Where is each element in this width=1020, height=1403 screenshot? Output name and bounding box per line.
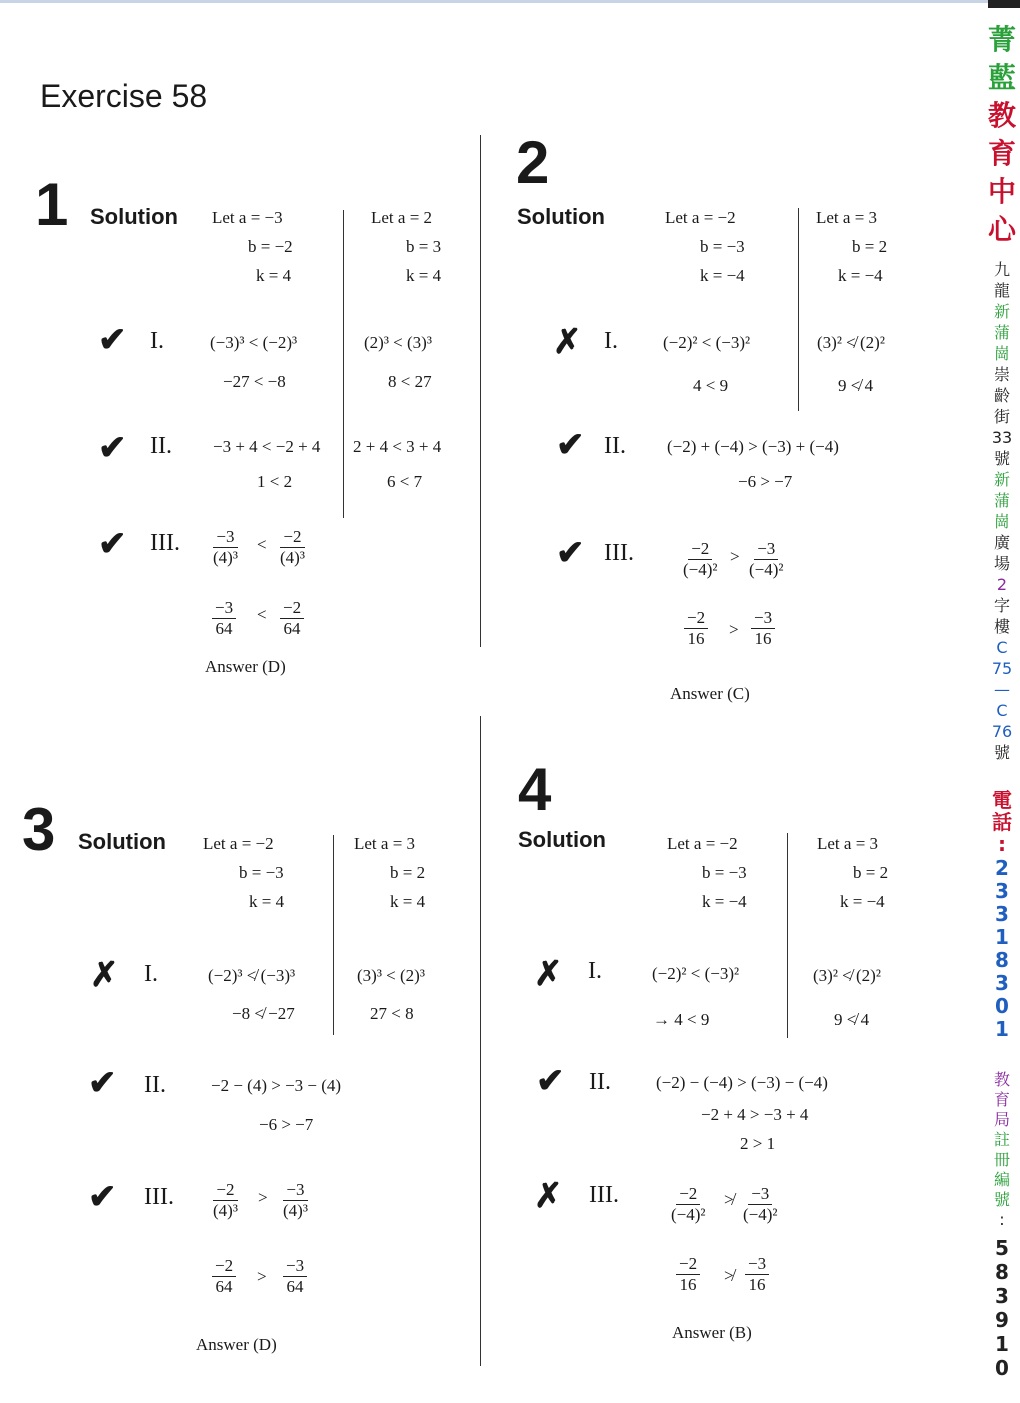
sidebar-reg-label: 編 <box>993 1170 1010 1189</box>
sidebar-name-char: 藍 <box>987 61 1016 94</box>
solution-label: Solution <box>78 829 166 854</box>
let-b: b = −2 <box>248 237 293 256</box>
sidebar-reg-label: 教 <box>993 1070 1010 1089</box>
sidebar-address-char: 樓 <box>993 617 1010 636</box>
cross-mark: ✗ <box>534 1177 563 1215</box>
statement: (−2)² < (−3)² <box>652 964 740 983</box>
sidebar-phone-digit: 8 <box>995 948 1009 972</box>
sidebar-reg-digit: 1 <box>995 1332 1009 1356</box>
let-b: b = 2 <box>390 863 426 882</box>
roman-ii: II. <box>150 433 172 459</box>
check-mark: ✔ <box>556 534 585 572</box>
roman-i: I. <box>604 328 618 354</box>
case-divider <box>787 833 788 1038</box>
question-number: 3 <box>22 796 56 863</box>
sidebar-address-char: 33 <box>991 428 1013 447</box>
sidebar-address-char: 75 <box>991 659 1013 678</box>
question-number: 2 <box>516 129 550 196</box>
sidebar-address-char: 崗 <box>993 344 1010 363</box>
let-k: k = −4 <box>702 892 747 911</box>
check-mark: ✔ <box>98 525 127 563</box>
roman-ii: II. <box>589 1069 611 1095</box>
top-rule <box>0 0 1020 3</box>
case-divider <box>343 210 344 518</box>
let-k: k = 4 <box>256 266 292 285</box>
fraction: $\frac{-2}{16}$ <box>684 608 708 649</box>
statement: 2 + 4 < 3 + 4 <box>353 437 442 456</box>
statement-result: 8 < 27 <box>388 372 432 391</box>
sidebar-reg-digit: 5 <box>995 1236 1009 1260</box>
operator: > <box>729 620 739 639</box>
sidebar-phone-label: 電 <box>992 788 1012 812</box>
let-b: b = 2 <box>853 863 889 882</box>
operator: ≯ <box>724 1190 734 1209</box>
fraction: $\frac{-2}{64}$ <box>280 598 304 639</box>
statement-result: 4 < 9 <box>693 376 729 395</box>
fraction: $\frac{-2}{\text{(4)³}}$ <box>280 527 305 567</box>
statement: (2)³ < (3)³ <box>364 333 432 352</box>
let-b: b = 3 <box>406 237 442 256</box>
let-k: k = −4 <box>838 266 883 285</box>
answer: Answer (D) <box>205 657 286 676</box>
solution-label: Solution <box>517 204 605 229</box>
answer: Answer (C) <box>670 684 750 703</box>
sidebar-name-char: 心 <box>987 213 1016 246</box>
cross-mark: ✗ <box>90 956 119 994</box>
let-k: k = 4 <box>406 266 442 285</box>
question-number: 1 <box>35 171 69 238</box>
answer: Answer (B) <box>672 1323 752 1342</box>
sidebar-reg-digit: 3 <box>995 1284 1009 1308</box>
statement-result: 9 ≮ 4 <box>834 1010 870 1029</box>
question-number: 4 <box>518 756 552 823</box>
column-divider-bottom <box>480 716 481 1366</box>
page-title: Exercise 58 <box>40 78 208 114</box>
roman-i: I. <box>150 328 164 354</box>
fraction: $\frac{-3}{64}$ <box>283 1256 307 1297</box>
check-mark: ✔ <box>88 1064 117 1102</box>
fraction: $\frac{-3}{16}$ <box>751 608 775 649</box>
check-mark: ✔ <box>98 429 127 467</box>
operator: ≯ <box>724 1266 734 1285</box>
sidebar-reg-label: 局 <box>993 1110 1010 1129</box>
check-mark: ✔ <box>98 321 127 359</box>
roman-i: I. <box>144 961 158 987</box>
sidebar-address-char: 九 <box>993 260 1010 279</box>
statement: (−3)³ < (−2)³ <box>210 333 298 352</box>
check-mark: ✔ <box>536 1062 565 1100</box>
fraction: $\frac{-3}{16}$ <box>745 1254 769 1295</box>
sidebar-name-char: 菁 <box>987 23 1016 56</box>
sidebar-address-char: 新 <box>993 470 1010 489</box>
case-divider <box>798 208 799 411</box>
roman-i: I. <box>588 958 602 984</box>
statement-result: 9 ≮ 4 <box>838 376 874 395</box>
operator: > <box>730 547 740 566</box>
solution-label: Solution <box>90 204 178 229</box>
statement-result: −6 > −7 <box>738 472 793 491</box>
let-a: Let a = 3 <box>816 208 878 227</box>
roman-iii: III. <box>589 1182 619 1208</box>
let-b: b = −3 <box>700 237 745 256</box>
sidebar-phone-digit: 3 <box>995 971 1009 995</box>
sidebar-phone-digit: 3 <box>995 902 1009 926</box>
sidebar-phone-digit: 3 <box>995 879 1009 903</box>
fraction: $\frac{-3}{\text{(4)³}}$ <box>283 1180 308 1220</box>
operator: > <box>257 1267 267 1286</box>
sidebar-reg-label: 註 <box>993 1130 1010 1149</box>
sidebar-reg-label: 號 <box>993 1190 1010 1209</box>
statement-result: 6 < 7 <box>387 472 423 491</box>
statement: (−2) − (−4) > (−3) − (−4) <box>656 1073 828 1092</box>
statement-result: → 4 < 9 <box>653 1010 710 1029</box>
answer: Answer (D) <box>196 1335 277 1354</box>
sidebar-address-char: 2 <box>996 575 1008 594</box>
sidebar-phone-digit: 1 <box>995 1017 1009 1041</box>
sidebar-name-char: 中 <box>987 175 1016 208</box>
sidebar-reg-digit: 0 <box>995 1356 1009 1380</box>
check-mark: ✔ <box>88 1178 117 1216</box>
sidebar-name-char: 育 <box>987 137 1016 170</box>
let-b: b = 2 <box>852 237 888 256</box>
statement-result: −6 > −7 <box>259 1115 314 1134</box>
roman-ii: II. <box>604 433 626 459</box>
sidebar-address-char: 號 <box>993 743 1010 762</box>
statement-result: 27 < 8 <box>370 1004 414 1023</box>
sidebar-address-char: — <box>994 680 1010 699</box>
case-divider <box>333 835 334 1035</box>
let-b: b = −3 <box>239 863 284 882</box>
sidebar-reg-label: 冊 <box>993 1150 1010 1169</box>
let-b: b = −3 <box>702 863 747 882</box>
let-k: k = 4 <box>249 892 285 911</box>
statement: (−2) + (−4) > (−3) + (−4) <box>667 437 839 456</box>
sidebar-address-char: 76 <box>991 722 1013 741</box>
sidebar-phone-label: : <box>998 832 1006 856</box>
roman-ii: II. <box>144 1072 166 1098</box>
sidebar-address-char: 蒲 <box>993 491 1010 510</box>
let-a: Let a = −2 <box>667 834 738 853</box>
statement: −2 − (4) > −3 − (4) <box>211 1076 342 1095</box>
statement: (−2)² < (−3)² <box>663 333 751 352</box>
sidebar-phone-digit: 0 <box>995 994 1009 1018</box>
sidebar-address-char: 街 <box>993 407 1010 426</box>
roman-iii: III. <box>150 530 180 556</box>
fraction: $\frac{-3}{\text{(4)³}}$ <box>213 527 238 567</box>
statement-result: 2 > 1 <box>740 1134 776 1153</box>
fraction: $\frac{-2}{64}$ <box>212 1256 236 1297</box>
statement: (3)³ < (2)³ <box>357 966 425 985</box>
fraction: $\frac{-2}{\text{(4)³}}$ <box>213 1180 238 1220</box>
fraction: $\frac{-2}{\text{(−4)²}}$ <box>683 539 718 579</box>
sidebar-address-char: 廣 <box>993 533 1010 552</box>
cross-mark: ✗ <box>534 955 563 993</box>
sidebar-reg-label: : <box>999 1210 1005 1229</box>
statement-result: −27 < −8 <box>223 372 286 391</box>
sidebar-address-char: 崇 <box>993 365 1010 384</box>
sidebar-address-char: 新 <box>993 302 1010 321</box>
fraction: $\frac{-3}{64}$ <box>212 598 236 639</box>
sidebar-phone-digit: 1 <box>995 925 1009 949</box>
sidebar-address-char: 字 <box>993 596 1010 615</box>
let-k: k = −4 <box>840 892 885 911</box>
sidebar-reg-digit: 8 <box>995 1260 1009 1284</box>
statement: −3 + 4 < −2 + 4 <box>213 437 321 456</box>
sidebar-reg-digit: 9 <box>995 1308 1009 1332</box>
operator: < <box>257 535 267 554</box>
solution-label: Solution <box>518 827 606 852</box>
sidebar-address-char: C <box>996 701 1008 720</box>
operator: < <box>257 605 267 624</box>
let-k: k = 4 <box>390 892 426 911</box>
roman-iii: III. <box>604 540 634 566</box>
sidebar-address-char: 崗 <box>993 512 1010 531</box>
statement-result: −8 ≮ −27 <box>232 1004 295 1023</box>
statement-result: 1 < 2 <box>257 472 293 491</box>
let-k: k = −4 <box>700 266 745 285</box>
statement: (3)² ≮ (2)² <box>813 966 881 985</box>
column-divider-top <box>480 135 481 647</box>
cross-mark: ✗ <box>553 323 582 361</box>
let-a: Let a = −2 <box>203 834 274 853</box>
sidebar-contact <box>986 0 1020 1403</box>
fraction: $\frac{-3}{\text{(−4)²}}$ <box>743 1184 778 1224</box>
sidebar-phone-label: 話 <box>992 810 1012 834</box>
fraction: $\frac{-3}{\text{(−4)²}}$ <box>749 539 784 579</box>
operator: > <box>258 1188 268 1207</box>
fraction: $\frac{-2}{\text{(−4)²}}$ <box>671 1184 706 1224</box>
sidebar-reg-label: 育 <box>993 1090 1010 1109</box>
let-a: Let a = −3 <box>212 208 283 227</box>
check-mark: ✔ <box>556 426 585 464</box>
sidebar-name-char: 教 <box>987 99 1016 132</box>
statement-step: −2 + 4 > −3 + 4 <box>701 1105 809 1124</box>
statement: (3)² ≮ (2)² <box>817 333 885 352</box>
roman-iii: III. <box>144 1184 174 1210</box>
sidebar-address-char: 齡 <box>993 386 1010 405</box>
let-a: Let a = 3 <box>817 834 879 853</box>
sidebar-address-char: 場 <box>993 554 1010 573</box>
sidebar-address-char: C <box>996 638 1008 657</box>
let-a: Let a = 2 <box>371 208 433 227</box>
let-a: Let a = −2 <box>665 208 736 227</box>
sidebar-phone-digit: 2 <box>995 856 1009 880</box>
sidebar-address-char: 號 <box>993 449 1010 468</box>
statement: (−2)³ ≮ (−3)³ <box>208 966 296 985</box>
fraction: $\frac{-2}{16}$ <box>676 1254 700 1295</box>
let-a: Let a = 3 <box>354 834 416 853</box>
sidebar-address-char: 龍 <box>993 281 1010 300</box>
sidebar-address-char: 蒲 <box>993 323 1010 342</box>
